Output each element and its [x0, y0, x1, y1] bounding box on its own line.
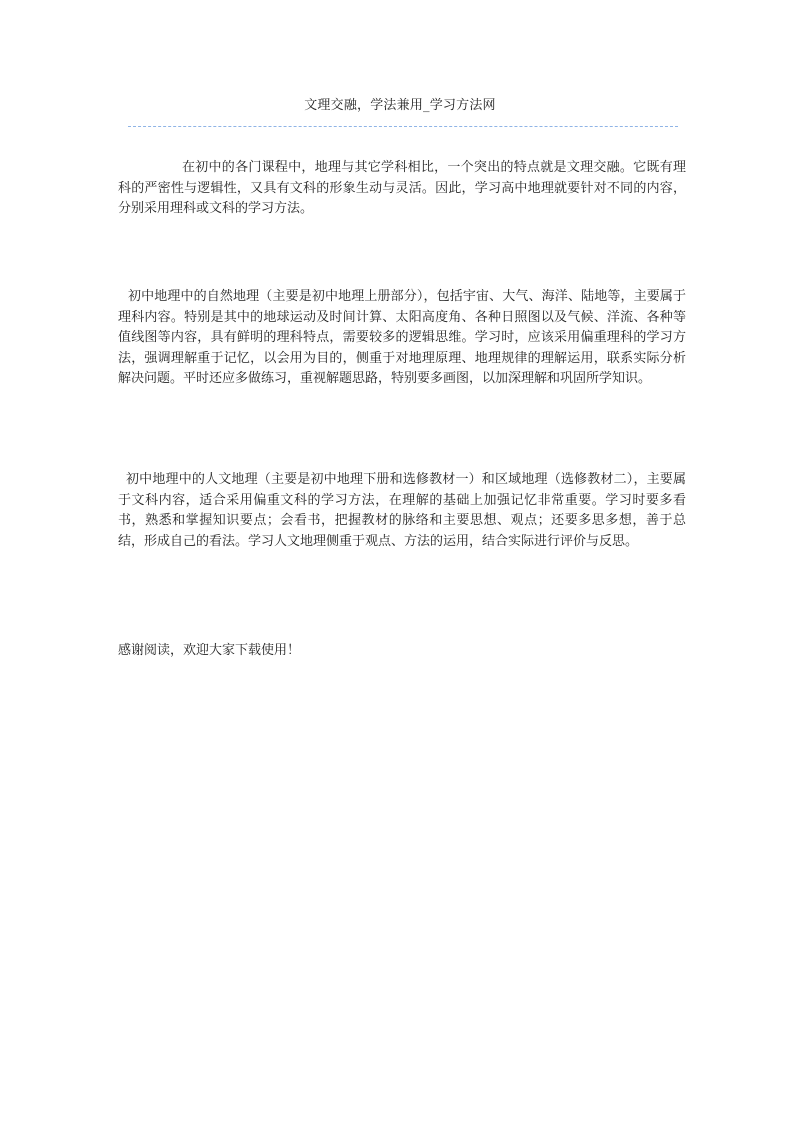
paragraph-human-geography: 初中地理中的人文地理（主要是初中地理下册和选修教材一）和区域地理（选修教材二），主要属于文科内容，适合采用偏重文科的学习方法，在理解的基础上加强记忆非常重要。学习时要多看书，熟悉和掌握知识要点；会看书，把握教材的脉络和主要思想、观点；还要多思多想，善于总结，形成自己的看法。学习人文地理侧重于观点、方法的运用，结合实际进行评价与反思。 [118, 472, 686, 549]
closing-note: 感谢阅读，欢迎大家下载使用！ [118, 643, 301, 658]
page-title: 文理交融，学法兼用_学习方法网 [304, 98, 496, 113]
paragraph-physical-geography: 初中地理中的自然地理（主要是初中地理上册部分），包括宇宙、大气、海洋、陆地等，主要属于理科内容。特别是其中的地球运动及时间计算、太阳高度角、各种日照图以及气候、洋流、各种等值线图等内容，具有鲜明的理科特点，需要较多的逻辑思维。学习时，应该采用偏重理科的学习方法，强调理解重于记忆，以会用为目的，侧重于对地理原理、地理规律的理解运用，联系实际分析解决问题。平时还应多做练习，重视解题思路，特别要多画图，以加深理解和巩固所学知识。 [118, 289, 686, 386]
paragraph-intro: 在初中的各门课程中，地理与其它学科相比，一个突出的特点就是文理交融。它既有理科的严密性与逻辑性，又具有文科的形象生动与灵活。因此，学习高中地理就要针对不同的内容，分别采用理科或文科的学习方法。 [118, 160, 686, 216]
header-divider [128, 126, 678, 127]
